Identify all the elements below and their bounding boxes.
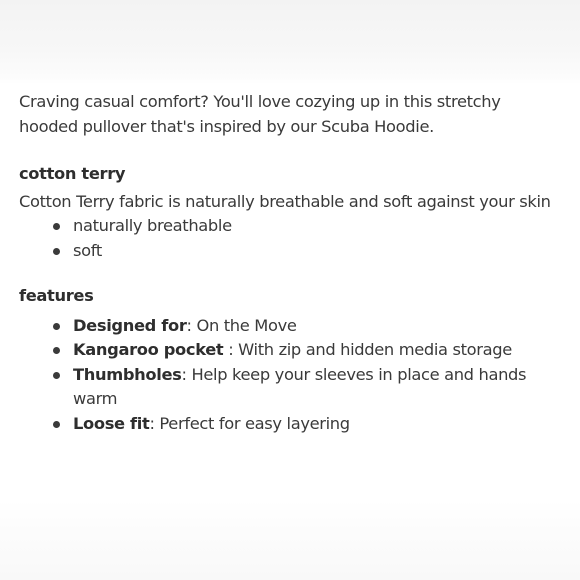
bottom-shadow-band [0,500,580,580]
feature-label: Loose fit [73,413,150,433]
bullet-icon [53,421,60,428]
bullet-icon [53,223,60,230]
feature-text: With zip and hidden media storage [238,340,512,359]
feature-label: Kangaroo pocket [73,340,224,359]
product-description [19,90,567,436]
feature-text: On the Move [196,315,297,335]
feature-label: Designed for [73,315,187,335]
feature-loose-fit: Loose fit: Perfect for easy layering [73,412,567,437]
feature-text: Help keep your sleeves in place and hands warm [73,364,527,408]
feature-kangaroo-pocket: Kangaroo pocket : With zip and hidden media storage [73,338,567,363]
bullet-icon [53,347,60,354]
list-item: naturally breathable [73,214,567,239]
bullet-icon [53,372,60,379]
feature-text: Perfect for easy layering [159,413,350,433]
bullet-icon [53,248,60,255]
features-list [19,314,567,437]
cotton-terry-heading: cotton terry [19,164,126,183]
cotton-terry-description: Cotton Terry fabric is naturally breathable and soft against your skin [19,191,551,211]
intro-line-2: hooded pullover that's inspired by our Scuba Hoodie. [19,116,434,136]
feature-designed-for: Designed for: On the Move [73,314,567,339]
list-item: soft [73,239,567,264]
bullet-icon [53,323,60,330]
features-heading: features [19,286,94,305]
intro-paragraph [19,90,567,139]
feature-thumbholes: Thumbholes: Help keep your sleeves in place and hands warm [73,363,567,412]
cotton-terry-list [19,214,567,263]
feature-label: Thumbholes [73,364,182,384]
intro-line-1: Craving casual comfort? You'll love cozying up in this stretchy [19,92,501,111]
top-shadow-band [0,0,580,84]
